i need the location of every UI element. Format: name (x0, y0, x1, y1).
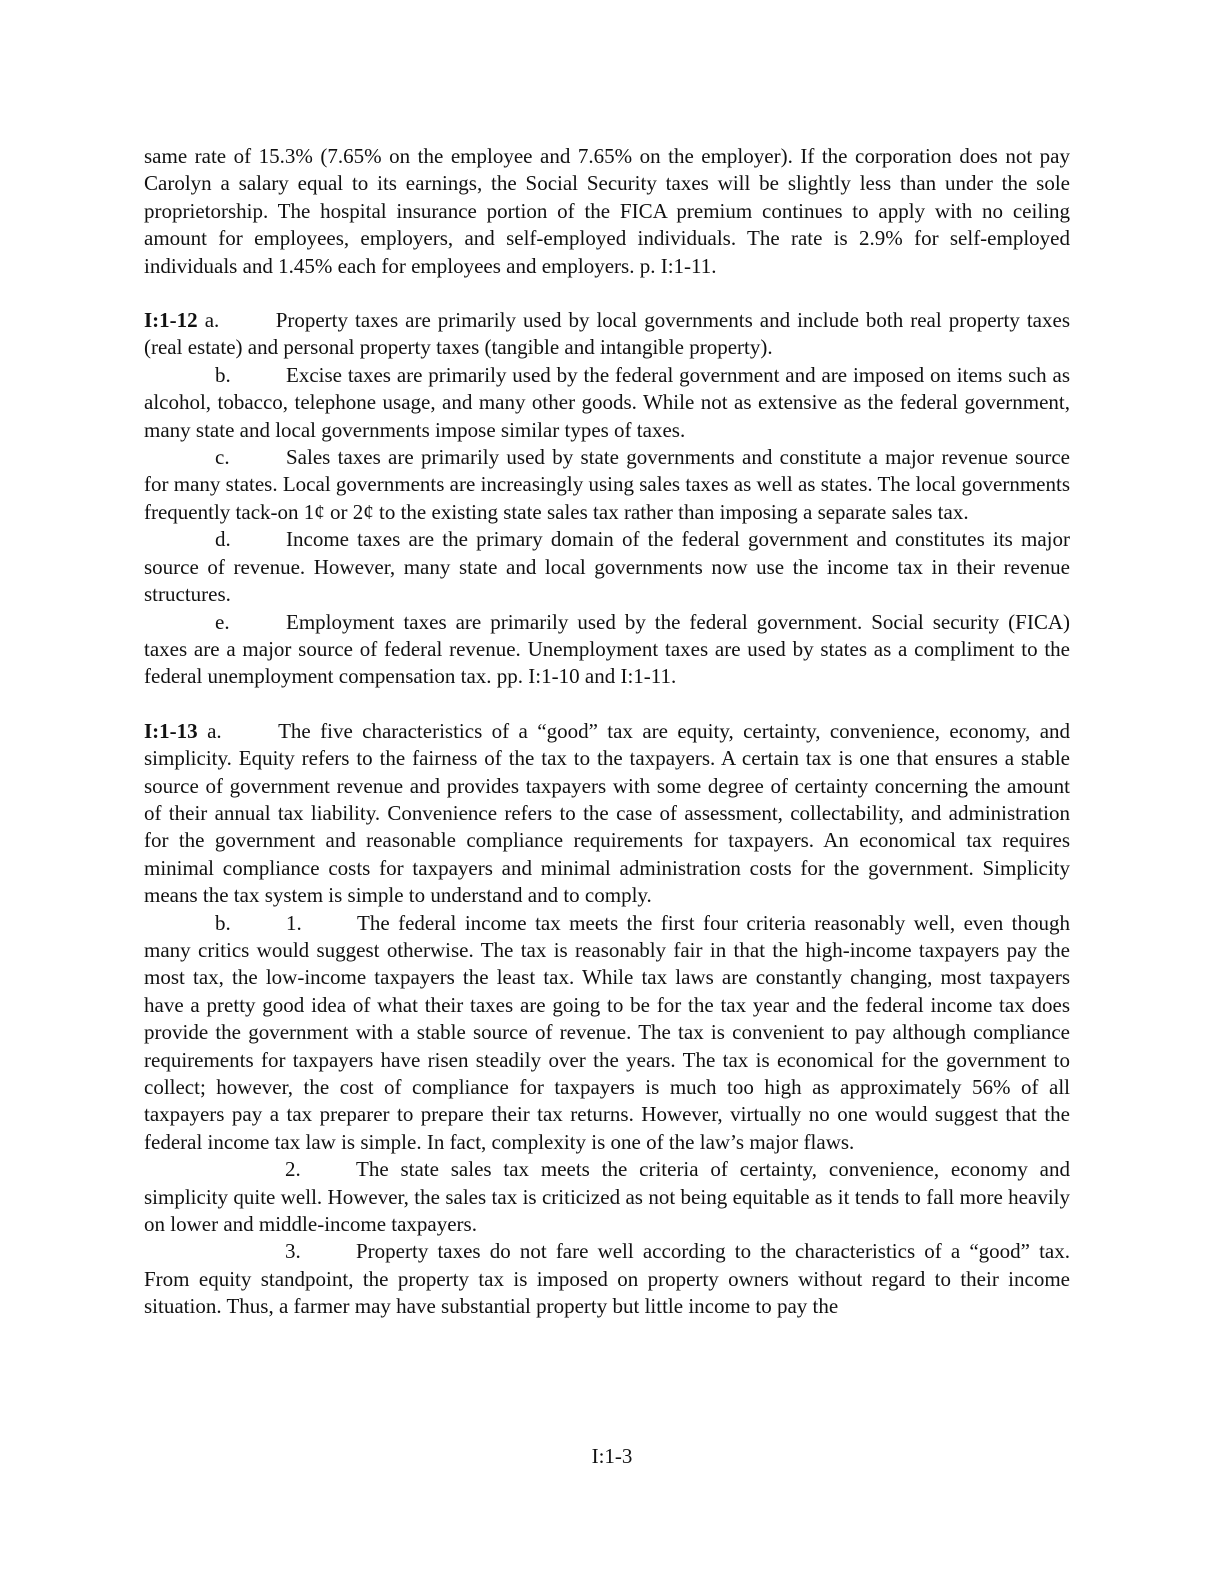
q13-part-b-item-2 (144, 1156, 1070, 1238)
spacer (144, 691, 1070, 718)
item-text: The federal income tax meets the first four criteria reasonably well, even though many critics would suggest otherwise. The tax is reasonably fair in that the high-income taxpayers pay the most tax, the low-income taxpayers the least tax. While tax laws are constantly changing, most taxpayers have a pretty good idea of what their taxes are going to be for the tax year and the federal income tax does provide the government with a stable source of revenue. The tax is convenient to pay although compliance requirements for taxpayers have risen steadily over the years. The tax is economical for the government to collect; however, the cost of compliance for taxpayers is much too high as approximately 56% of all taxpayers pay a tax preparer to prepare their tax returns. However, virtually no one would suggest that the federal income tax law is simple. In fact, complexity is one of the law’s major flaws. (144, 910, 1070, 1154)
part-label: b. (215, 362, 231, 387)
question-12 (144, 307, 1070, 691)
spacer (144, 280, 1070, 307)
part-label: b. (215, 910, 231, 935)
q12-part-e (144, 609, 1070, 691)
intro-paragraph: same rate of 15.3% (7.65% on the employee and 7.65% on the employer). If the corporation does not pay Carolyn a salary equal to its earnings, the Social Security taxes will be slightly less than under the sole proprietorship. The hospital insurance portion of the FICA premium continues to apply with no ceiling amount for employees, employers, and self-employed individuals. The rate is 2.9% for self-employed individuals and 1.45% each for employees and employers. p. I:1-11. (144, 144, 1070, 278)
q13-part-a (144, 718, 1070, 910)
question-number: I:1-13 (144, 718, 198, 743)
part-text: Excise taxes are primarily used by the federal government and are imposed on items such as alcohol, tobacco, telephone usage, and many other goods. While not as extensive as the federal government, many state and local governments impose similar types of taxes. (144, 362, 1070, 442)
item-text: The state sales tax meets the criteria of certainty, convenience, economy and simplicity quite well. However, the sales tax is criticized as not being equitable as it tends to fall more heavily on lower and middle-income taxpayers. (144, 1157, 1070, 1237)
page-number: I:1-3 (591, 1444, 633, 1468)
q12-part-d (144, 526, 1070, 608)
part-label: a. (204, 308, 220, 333)
q12-part-b (144, 362, 1070, 444)
part-text: The five characteristics of a “good” tax are equity, certainty, convenience, economy, and simplicity. Equity refers to the fairness of the tax to the taxpayers. A certain tax is one that ensures a stable source of government revenue and provides taxpayers with some degree of certainty concerning the amount of their annual tax liability. Convenience refers to the case of assessment, collectability, and administration for the government and reasonable compliance requirements for taxpayers. An economical tax requires minimal compliance costs for taxpayers and minimal administration costs for the government. Simplicity means the tax system is simple to understand and to comply. (144, 718, 1071, 908)
part-text: Employment taxes are primarily used by the federal government. Social security (FICA) taxes are a major source of federal revenue. Unemployment taxes are used by states as a compliment to the federal unemployment compensation tax. pp. I:1-10 and I:1-11. (144, 609, 1070, 689)
part-label: a. (207, 718, 222, 743)
question-13 (144, 718, 1070, 1321)
item-label: 3. (285, 1239, 301, 1264)
part-label: d. (215, 527, 231, 552)
part-text: Property taxes are primarily used by local governments and include both real property taxes (real estate) and personal property taxes (tangible and intangible property). (144, 308, 1070, 360)
q12-part-a (144, 307, 1070, 362)
part-label: c. (215, 445, 230, 470)
item-text: Property taxes do not fare well according to the characteristics of a “good” tax. From equity standpoint, the property tax is imposed on property owners without regard to their income situation. Thus, a farmer may have substantial property but little income to pay the (144, 1239, 1070, 1319)
part-text: Income taxes are the primary domain of the federal government and constitutes its major source of revenue. However, many state and local governments now use the income tax in their revenue structures. (144, 527, 1070, 607)
item-label: 1. (286, 910, 302, 935)
question-number: I:1-12 (144, 308, 198, 333)
part-label: e. (215, 609, 230, 634)
item-label: 2. (285, 1157, 301, 1182)
q13-part-b-item-3 (144, 1238, 1070, 1320)
document-page (144, 143, 1070, 1321)
q13-part-b-item-1 (144, 910, 1070, 1157)
part-text: Sales taxes are primarily used by state governments and constitute a major revenue source for many states. Local governments are increasingly using sales taxes as well as states. The local governments frequently tack-on 1¢ or 2¢ to the existing state sales tax rather than imposing a separate sales tax. (144, 445, 1070, 524)
q12-part-c (144, 444, 1070, 526)
